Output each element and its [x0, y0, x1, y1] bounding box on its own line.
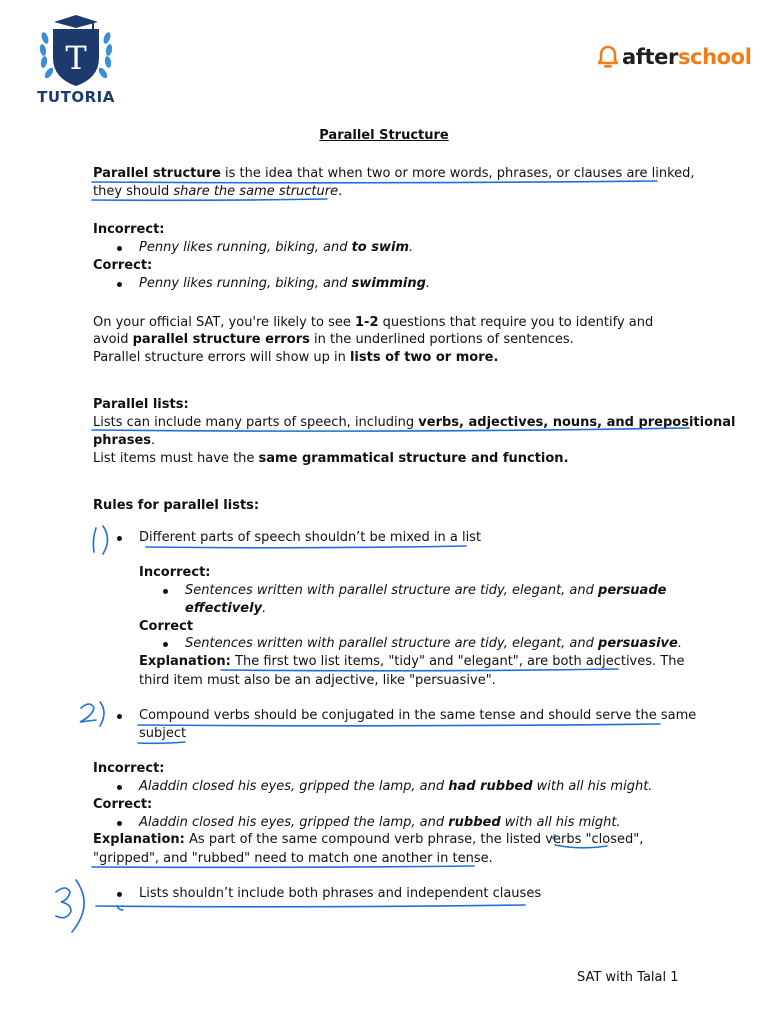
ink-underline	[92, 181, 657, 183]
lists-line-1	[93, 415, 736, 430]
ink-underline	[221, 669, 618, 671]
rule-2-text-line-1: Compound verbs should be conjugated in the same tense and should serve the same	[139, 708, 697, 723]
lists-line-1-bold: verbs, adjectives, nouns, and prepositional	[418, 415, 736, 430]
rule-1-correct-label: Correct	[139, 619, 194, 634]
ink-underline	[92, 866, 474, 867]
intro-line-2-end: .	[338, 184, 343, 199]
rule-1-correct-text: Sentences written with parallel structure are tidy, elegant, and	[185, 636, 599, 651]
sat-line-1-bold: 1-2	[355, 315, 379, 330]
lists-line-3-pre: List items must have the	[93, 451, 259, 466]
lists-heading: Parallel lists:	[93, 397, 189, 412]
ex1-incorrect-label: Incorrect:	[93, 222, 165, 237]
rule-2-correct-sentence	[139, 815, 621, 830]
bullet	[117, 714, 122, 719]
bullet	[117, 246, 122, 251]
rule-2-incorrect-bold: had rubbed	[448, 779, 533, 794]
ink-underline	[138, 742, 185, 743]
ex1-correct-text: Penny likes running, biking, and	[139, 276, 352, 291]
sat-line-1	[93, 315, 653, 330]
rules-heading: Rules for parallel lists:	[93, 498, 260, 513]
ink-numeral-2	[100, 702, 104, 726]
rule-1-explanation-line-2: third item must also be an adjective, like "persuasive".	[139, 673, 496, 688]
rule-3-text: Lists shouldn’t include both phrases and independent clauses	[139, 886, 542, 901]
rule-1-incorrect-line-2	[185, 601, 266, 616]
sat-line-1-post: questions that require you to identify and	[378, 315, 654, 330]
rule-2-correct-post: with all his might.	[500, 815, 621, 830]
ink-numeral-2	[80, 704, 96, 722]
rule-2-text-line-2: subject	[139, 726, 187, 741]
sat-line-3-pre: Parallel structure errors will show up in	[93, 350, 350, 365]
sat-line-2-bold: parallel structure errors	[132, 332, 310, 347]
ink-numeral-3	[56, 888, 71, 918]
rule-2-correct-label: Correct:	[93, 797, 153, 812]
intro-line-1-text: is the idea that when two or more words, phrases, or clauses are linked,	[220, 166, 695, 181]
rule-1-correct-bold: persuasive	[598, 636, 678, 651]
ink-numeral-1	[93, 528, 96, 552]
intro-line-2-text: they should	[93, 184, 174, 199]
tutoria-logo-text: TUTORIA	[37, 88, 115, 106]
rule-1-incorrect-bold-2: effectively	[185, 601, 263, 616]
lists-line-2-end: .	[151, 433, 156, 448]
intro-line-1	[93, 166, 695, 181]
rule-2-explanation-line-1	[93, 832, 643, 847]
intro-emphasis: share the same structure	[173, 184, 339, 199]
sat-line-3-bold: lists of two or more.	[349, 350, 499, 365]
rule-2-correct-text: Aladdin closed his eyes, gripped the lamp, and	[139, 815, 449, 830]
rule-1-explanation-line-1	[139, 654, 684, 669]
bullet	[117, 536, 122, 541]
ex1-incorrect-text: Penny likes running, biking, and	[139, 240, 352, 255]
ex1-incorrect-end: .	[409, 240, 414, 255]
rule-2-explanation-text: As part of the same compound verb phrase, the listed verbs "closed",	[184, 832, 644, 847]
lists-line-3-bold: same grammatical structure and function.	[258, 451, 569, 466]
ex1-correct-end: .	[425, 276, 431, 291]
bullet	[117, 821, 122, 826]
ink-tick	[117, 906, 123, 910]
bell-icon	[598, 44, 618, 70]
rule-1-incorrect-label: Incorrect:	[139, 565, 211, 580]
afterschool-logo-text-school: school	[677, 45, 752, 69]
rule-1-incorrect-line-1	[185, 583, 666, 598]
ink-numeral-3	[72, 880, 84, 932]
rule-1-correct-end: .	[677, 636, 682, 651]
sat-line-2-pre: avoid	[93, 332, 133, 347]
rule-1-text: Different parts of speech shouldn’t be mixed in a list	[139, 530, 482, 545]
ink-underline	[96, 905, 525, 907]
sat-line-2-post: in the underlined portions of sentences.	[309, 332, 574, 347]
ex1-correct-bold: swimming	[351, 276, 426, 291]
rule-2-explanation-label: Explanation:	[93, 832, 185, 847]
bullet	[163, 642, 168, 647]
sat-line-1-pre: On your official SAT, you're likely to see	[93, 315, 355, 330]
lists-line-1-pre: Lists can include many parts of speech, including	[93, 415, 419, 430]
tutoria-emblem-letter: T	[65, 39, 87, 77]
bullet	[163, 589, 168, 594]
ex1-incorrect-bold: to swim	[351, 240, 409, 255]
rule-1-correct-line	[185, 636, 682, 651]
rule-2-incorrect-post: with all his might.	[532, 779, 653, 794]
document-title: Parallel Structure	[319, 128, 449, 143]
rule-1-explanation-text: The first two list items, "tidy" and "elegant", are both adjectives. The	[230, 654, 685, 669]
rule-2-incorrect-text: Aladdin closed his eyes, gripped the lamp, and	[139, 779, 449, 794]
afterschool-logo	[598, 42, 752, 72]
ink-numeral-1	[103, 526, 108, 554]
lists-line-2-bold: phrases	[93, 433, 152, 448]
ex1-correct-label: Correct:	[93, 258, 153, 273]
intro-line-2	[93, 184, 342, 199]
rule-1-explanation-label: Explanation:	[139, 654, 231, 669]
intro-term: Parallel structure	[93, 166, 221, 181]
sat-line-3	[93, 350, 498, 365]
rule-1-incorrect-text: Sentences written with parallel structure are tidy, elegant, and	[185, 583, 599, 598]
rule-2-incorrect-label: Incorrect:	[93, 761, 165, 776]
ink-underline	[146, 546, 466, 548]
ink-underline	[92, 199, 327, 200]
rule-2-explanation-line-2: "gripped", and "rubbed" need to match one another in tense.	[93, 851, 493, 866]
lists-line-3	[93, 451, 569, 466]
page-footer: SAT with Talal 1	[577, 970, 679, 985]
lists-line-2	[93, 433, 155, 448]
bullet	[117, 282, 122, 287]
ink-underline	[138, 724, 660, 726]
rule-2-incorrect-sentence	[139, 779, 652, 794]
afterschool-logo-text-after: after	[622, 45, 678, 69]
sat-line-2	[93, 332, 574, 347]
rule-1-incorrect-end: .	[262, 601, 267, 616]
bullet	[117, 785, 122, 790]
ex1-correct-sentence	[139, 276, 430, 291]
rule-1-incorrect-bold: persuade	[598, 583, 667, 598]
ex1-incorrect-sentence	[139, 240, 413, 255]
rule-2-correct-bold: rubbed	[448, 815, 501, 830]
bullet	[117, 892, 122, 897]
